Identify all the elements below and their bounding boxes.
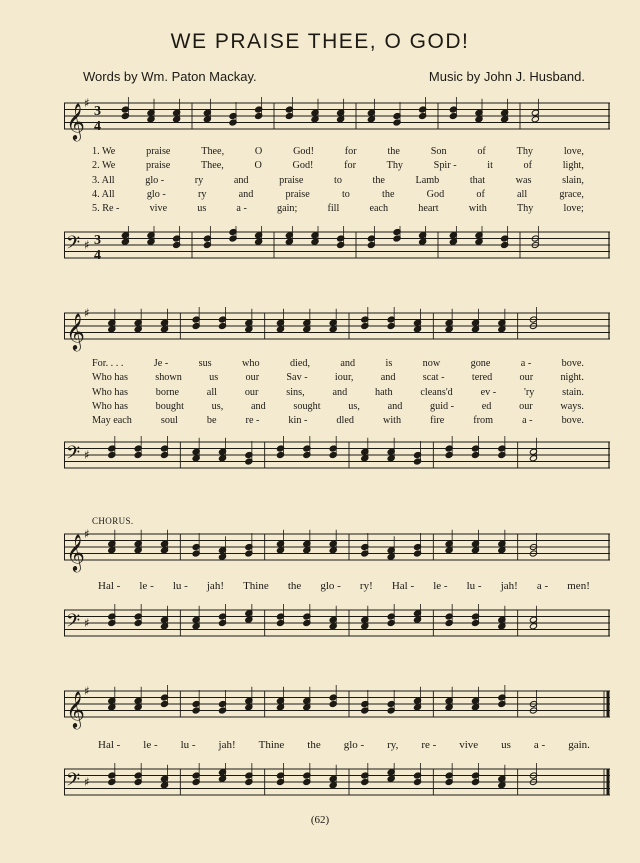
lyric-syllable: gain. [568, 739, 590, 751]
chorus-lyric-1 [98, 580, 590, 592]
lyric-syllable: us, [211, 400, 224, 412]
lyric-syllable: of [476, 188, 485, 200]
lyric-syllable: God! [292, 160, 314, 172]
time-signature-top: 3 [94, 104, 101, 119]
lyric-syllable: gain; [276, 203, 298, 215]
lyric-syllable: For. . . . [92, 358, 124, 369]
lyric-syllable: with [468, 203, 487, 215]
system-4-bass-staff [64, 763, 610, 813]
lyric-syllable: 4. All [92, 188, 115, 200]
lyric-syllable: us [209, 372, 219, 384]
lyric-syllable: Sav - [286, 372, 308, 384]
lyric-syllable: all [517, 188, 528, 200]
lyric-syllable: God [426, 188, 445, 200]
lyric-line [92, 400, 584, 414]
lyric-syllable: be [206, 415, 217, 427]
lyric-syllable: jah! [500, 580, 518, 592]
lyric-syllable: bought [155, 400, 184, 412]
lyric-syllable: sought [293, 400, 321, 412]
verse-lyrics-1 [92, 145, 584, 216]
chorus-label: CHORUS. [92, 516, 134, 526]
system-1-treble-staff [64, 97, 610, 143]
lyric-syllable: now [422, 358, 441, 369]
lyric-syllable: le - [433, 580, 448, 592]
treble-clef-icon: 𝄞 [66, 312, 85, 350]
lyric-syllable: kin - [288, 415, 308, 427]
lyric-syllable: Son [430, 146, 447, 157]
lyric-line [92, 386, 584, 400]
lyric-syllable: ry [197, 188, 207, 200]
words-credit: Words by Wm. Paton Mackay. [83, 69, 257, 84]
lyric-syllable: praise [279, 174, 304, 186]
lyric-syllable: hath [375, 386, 393, 398]
lyric-syllable: to [341, 188, 350, 200]
lyric-syllable: Thy [386, 160, 404, 172]
lyric-syllable: and [233, 174, 249, 186]
lyric-line [92, 159, 584, 173]
system-2-treble-staff [64, 307, 610, 353]
lyric-syllable: gone [470, 358, 491, 369]
lyric-syllable: night. [560, 372, 584, 384]
hymn-title: WE PRAISE THEE, O GOD! [170, 30, 470, 53]
lyric-syllable: jah! [218, 739, 236, 751]
lyric-syllable: ev - [480, 386, 497, 398]
lyric-syllable: and [380, 372, 396, 384]
lyric-syllable: Who has [92, 386, 128, 398]
lyric-syllable: each [369, 203, 389, 215]
lyric-syllable: from [473, 415, 494, 427]
lyric-syllable: iour, [334, 372, 354, 384]
lyric-syllable: for [344, 146, 357, 157]
lyric-syllable: Thy [516, 203, 534, 215]
sharp-icon: ♯ [84, 448, 90, 462]
lyric-syllable: the [287, 580, 302, 592]
sharp-icon: ♯ [84, 528, 90, 541]
lyric-syllable: who [242, 358, 260, 369]
lyric-syllable: lu - [466, 580, 482, 592]
sharp-icon: ♯ [84, 616, 90, 630]
lyric-syllable: died, [289, 358, 311, 369]
lyric-syllable: of [523, 160, 533, 172]
lyric-syllable: a - [522, 415, 533, 427]
lyric-syllable: Thee, [201, 146, 225, 157]
lyric-syllable: and [332, 386, 348, 398]
lyric-syllable: us [197, 203, 207, 215]
lyric-syllable: the [307, 739, 321, 751]
lyric-syllable: ways. [560, 400, 584, 412]
lyric-syllable: vive [149, 203, 168, 215]
lyric-syllable: cleans'd [420, 386, 453, 398]
sharp-icon: ♯ [84, 307, 90, 320]
lyric-syllable: with [382, 415, 402, 427]
lyric-syllable: Who has [92, 372, 128, 384]
lyric-syllable: is [385, 358, 393, 369]
time-signature-bottom: 4 [94, 119, 101, 134]
lyric-syllable: men! [567, 580, 590, 592]
lyric-syllable: glo - [320, 580, 341, 592]
lyric-syllable: ry! [359, 580, 373, 592]
sharp-icon: ♯ [84, 775, 90, 789]
lyric-syllable: glo - [343, 739, 365, 751]
lyric-syllable: heart [418, 203, 439, 215]
lyric-syllable: Lamb [415, 174, 440, 186]
lyric-line [92, 371, 584, 385]
lyric-syllable: sus [198, 358, 212, 369]
lyric-syllable: guid - [430, 400, 455, 412]
lyric-syllable: Who has [92, 400, 128, 412]
lyric-syllable: bove. [561, 358, 584, 369]
system-3-bass-staff [64, 604, 610, 664]
sharp-icon: ♯ [84, 238, 90, 252]
lyric-syllable: glo - [145, 174, 165, 186]
lyric-syllable: re - [421, 739, 437, 751]
lyric-syllable: Hal - [98, 739, 121, 751]
bass-clef-icon: 𝄢 [66, 611, 81, 636]
lyric-syllable: shown [155, 372, 182, 384]
lyric-syllable: Spir - [433, 160, 457, 172]
lyric-syllable: a - [236, 203, 247, 215]
lyric-line [92, 357, 584, 371]
bass-clef-icon: 𝄢 [66, 770, 81, 795]
lyric-syllable: bove. [561, 415, 584, 427]
lyric-syllable: the [382, 188, 395, 200]
lyric-syllable: our [519, 372, 534, 384]
lyric-syllable: 'ry [524, 386, 535, 398]
lyric-syllable: 1. We [92, 146, 116, 157]
lyric-syllable: to [333, 174, 342, 186]
lyric-syllable: ry, [387, 739, 399, 751]
lyric-syllable: was [515, 174, 532, 186]
lyric-syllable: and [238, 188, 254, 200]
lyric-syllable: Hal - [98, 580, 121, 592]
time-signature-bottom: 4 [94, 248, 101, 263]
lyric-syllable: stain. [562, 386, 584, 398]
lyric-syllable: O [254, 160, 262, 172]
lyric-syllable: 5. Re - [92, 203, 120, 215]
bass-clef-icon: 𝄢 [66, 443, 81, 468]
lyric-syllable: love; [563, 203, 584, 215]
lyric-syllable: our [245, 372, 260, 384]
system-1-bass-staff [64, 226, 610, 276]
lyric-syllable: Je - [153, 358, 169, 369]
time-signature-top: 3 [94, 233, 101, 248]
lyric-syllable: slain, [562, 174, 584, 186]
lyric-syllable: God! [293, 146, 314, 157]
music-credit: Music by John J. Husband. [428, 69, 585, 84]
lyric-syllable: for [344, 160, 356, 172]
lyric-line [92, 202, 584, 216]
lyric-syllable: and [387, 400, 403, 412]
lyric-syllable: love, [563, 146, 584, 157]
lyric-syllable: our [244, 386, 259, 398]
lyric-syllable: vive [459, 739, 479, 751]
lyric-syllable: our [519, 400, 533, 412]
lyric-syllable: us [501, 739, 511, 751]
lyric-syllable: and [340, 358, 356, 369]
lyric-syllable: light, [562, 160, 584, 172]
lyric-syllable: a - [533, 739, 546, 751]
lyric-syllable: 2. We [92, 160, 116, 172]
system-2-bass-staff [64, 436, 610, 482]
lyric-syllable: borne [155, 386, 179, 398]
lyric-syllable: the [387, 146, 400, 157]
lyric-syllable: a - [520, 358, 532, 369]
sharp-icon: ♯ [84, 685, 90, 698]
lyric-syllable: Hal - [391, 580, 415, 592]
lyric-syllable: glo - [146, 188, 166, 200]
lyric-syllable: 3. All [92, 174, 115, 186]
lyric-syllable: praise [146, 146, 171, 157]
lyric-syllable: Thine [258, 739, 285, 751]
lyric-syllable: all [206, 386, 217, 398]
lyric-syllable: le - [139, 580, 154, 592]
lyric-syllable: lu - [172, 580, 188, 592]
lyric-syllable: Thine [243, 580, 269, 592]
sharp-icon: ♯ [84, 97, 90, 110]
lyric-syllable: lu - [180, 739, 196, 751]
bass-clef-icon: 𝄢 [66, 233, 81, 258]
system-4-treble-staff [64, 685, 610, 731]
lyric-line [92, 414, 584, 428]
lyric-syllable: it [487, 160, 493, 172]
lyric-syllable: praise [145, 160, 171, 172]
lyric-syllable: praise [285, 188, 310, 200]
lyric-syllable: us, [348, 400, 360, 412]
lyric-syllable: Thee, [200, 160, 224, 172]
lyric-syllable: Thy [516, 146, 534, 157]
lyric-syllable: grace, [559, 188, 584, 200]
lyric-syllable: tered [471, 372, 493, 384]
chorus-lyric-2 [98, 739, 590, 751]
lyric-syllable: of [477, 146, 486, 157]
lyric-syllable: scat - [422, 372, 445, 384]
lyric-syllable: and [250, 400, 266, 412]
system-3-treble-staff [64, 528, 610, 574]
lyric-syllable: le - [143, 739, 158, 751]
lyric-syllable: dled [336, 415, 354, 427]
lyric-syllable: re - [245, 415, 260, 427]
treble-clef-icon: 𝄞 [66, 102, 85, 140]
treble-clef-icon: 𝄞 [66, 690, 85, 728]
lyric-syllable: ed [481, 400, 492, 412]
treble-clef-icon: 𝄞 [66, 533, 85, 571]
lyric-syllable: that [469, 174, 486, 186]
page-number: (62) [310, 814, 330, 826]
lyric-line [92, 145, 584, 159]
lyric-line [92, 188, 584, 202]
lyric-syllable: soul [160, 415, 178, 427]
lyric-syllable: May each [92, 415, 132, 427]
lyric-syllable: the [372, 174, 385, 186]
lyric-syllable: jah! [206, 580, 224, 592]
lyric-syllable: fill [327, 203, 340, 215]
lyric-line [92, 174, 584, 188]
lyric-syllable: sins, [286, 386, 305, 398]
lyric-syllable: fire [430, 415, 445, 427]
lyric-syllable: O [254, 146, 263, 157]
verse-lyrics-2 [92, 357, 584, 428]
lyric-syllable: ry [194, 174, 204, 186]
lyric-syllable: a - [536, 580, 549, 592]
